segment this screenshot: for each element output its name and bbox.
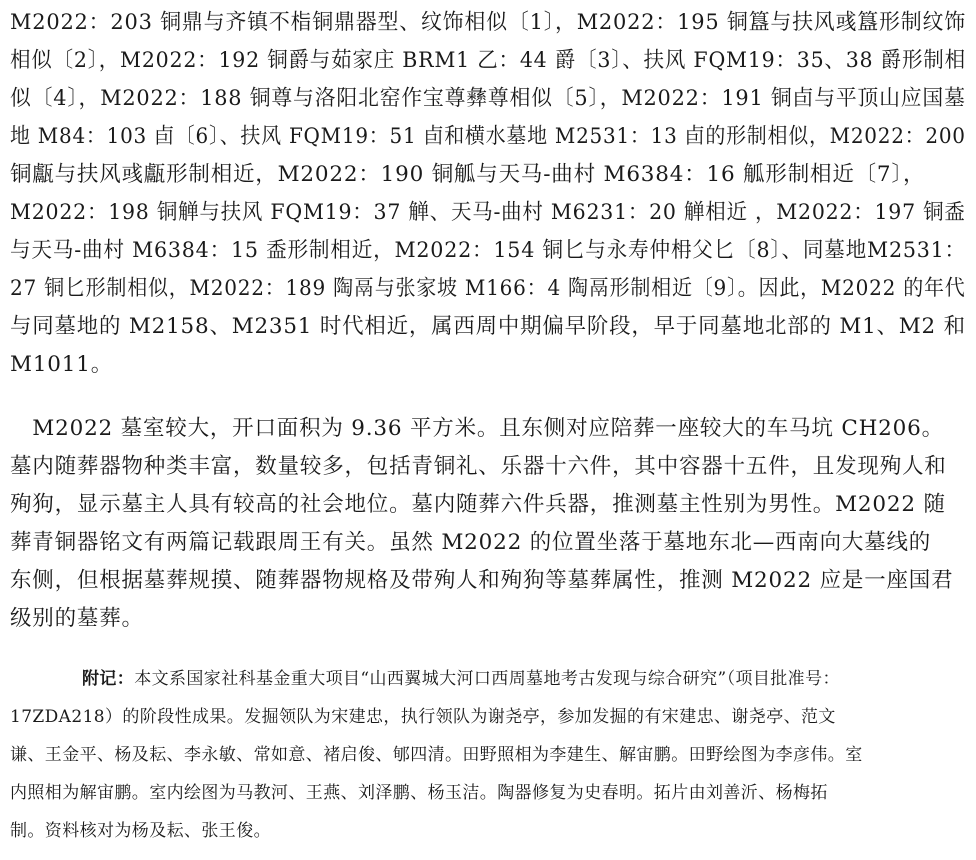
text-line: 与天马-曲村 M6384：15 盉形制相近，M2022：154 铜匕与永寿仲枏父匕〔8〕、同墓地M2531： — [10, 238, 966, 263]
text-line: 葬青铜器铭文有两篇记载跟周王有关。虽然 M2022 的位置坐落于墓地东北—西南向大墓线的 — [10, 530, 932, 555]
note-label: 附记： — [82, 669, 135, 689]
text-line: 17ZDA218）的阶段性成果。发掘领队为宋建忠，执行领队为谢尧亭，参加发掘的有宋建忠、谢尧亭、范文 — [10, 707, 836, 727]
text-line: 内照相为解宙鹏。室内绘图为马教河、王燕、刘泽鹏、杨玉洁。陶器修复为史春明。拓片由刘善沂、杨梅拓 — [10, 783, 828, 803]
text-line: M2022：203 铜鼎与齐镇不栺铜鼎器型、纹饰相似〔1〕，M2022：195 铜簋与扶风彧簋形制纹饰 — [10, 10, 966, 35]
text-line: 铜甗与扶风彧甗形制相近，M2022：190 铜觚与天马-曲村 M6384：16 觚形制相近〔7〕， — [10, 162, 926, 187]
text-line: 与同墓地的 M2158、M2351 时代相近，属西周中期偏早阶段，早于同墓地北部的 M1、M2 和 — [10, 314, 966, 339]
text-line: 殉狗，显示墓主人具有较高的社会地位。墓内随葬六件兵器，推测墓主性别为男性。M2022 随 — [10, 492, 946, 517]
text-line: 墓内随葬器物种类丰富，数量较多，包括青铜礼、乐器十六件，其中容器十五件，且发现殉人和 — [10, 454, 947, 479]
text-line: 相似〔2〕，M2022：192 铜爵与茹家庄 BRM1 乙：44 爵〔3〕、扶风 FQM19：35、38 爵形制相 — [10, 48, 966, 73]
text-line: M2022 墓室较大，开口面积为 9.36 平方米。且东侧对应陪葬一座较大的车马坑 CH206。 — [10, 416, 944, 441]
text-line: 东侧，但根据墓葬规摸、随葬器物规格及带殉人和殉狗等墓葬属性，推测 M2022 应是一座国君 — [10, 568, 954, 593]
text-line: 级别的墓葬。 — [10, 606, 144, 631]
text-line: M1011。 — [10, 352, 114, 377]
text-line: M2022：198 铜觯与扶风 FQM19：37 觯、天马-曲村 M6231：20 觯相近 ，M2022：197 铜盉 — [10, 200, 966, 225]
text-line — [82, 664, 840, 694]
note-text: 本文系国家社科基金重大项目“山西翼城大河口西周墓地考古发现与综合研究”（项目批准号： — [134, 669, 840, 689]
text-line: 27 铜匕形制相似，M2022：189 陶鬲与张家坡 M166：4 陶鬲形制相近〔9〕。因此，M2022 的年代 — [10, 276, 966, 301]
text-line: 制。资料核对为杨及耘、张王俊。 — [10, 821, 271, 841]
text-line: 谦、王金平、杨及耘、李永敏、常如意、褚启俊、郇四清。田野照相为李建生、解宙鹏。田野绘图为李彦伟。室 — [10, 745, 863, 765]
text-line: 地 M84：103 卣〔6〕、扶风 FQM19：51 卣和横水墓地 M2531：13 卣的形制相似，M2022：200 — [10, 124, 966, 149]
text-line: 似〔4〕，M2022：188 铜尊与洛阳北窑作宝尊彝尊相似〔5〕，M2022：191 铜卣与平顶山应国墓 — [10, 86, 966, 111]
